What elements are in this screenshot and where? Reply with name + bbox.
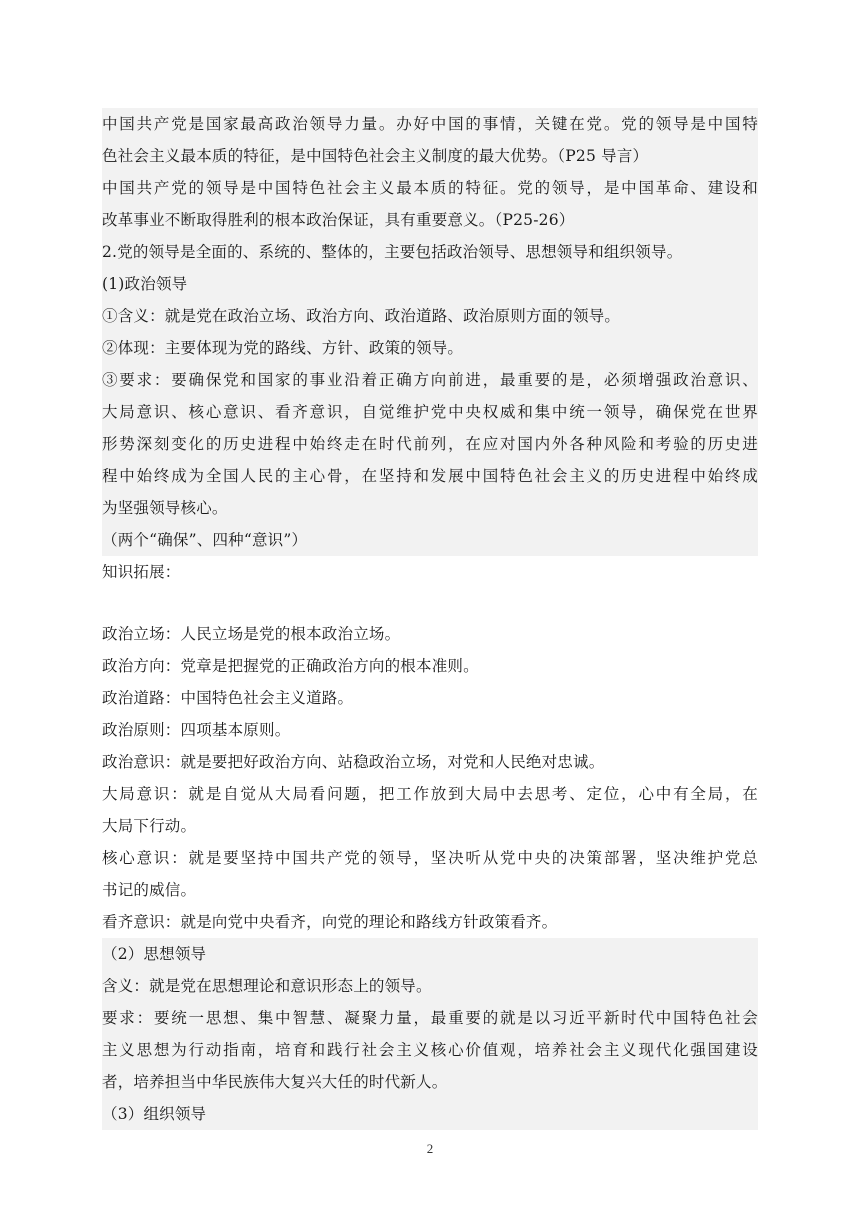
text-line: ③要求：要确保党和国家的事业沿着正确方向前进，最重要的是，必须增强政治意识、 [102,364,758,396]
section-heading: 知识拓展： [102,563,181,581]
text-line: 色社会主义最本质的特征，是中国特色社会主义制度的最大优势。（P25 导言） [102,140,758,172]
text-line: 改革事业不断取得胜利的根本政治保证，具有重要意义。（P25-26） [102,204,758,236]
text-line: （两个“确保”、四种“意识”） [102,524,758,556]
text-line: 书记的威信。 [102,881,197,899]
text-line: 政治意识：就是要把好政治方向、站稳政治立场，对党和人民绝对忠诚。 [102,753,605,771]
text-line: 中国共产党是国家最高政治领导力量。办好中国的事情，关键在党。党的领导是中国特 [102,108,758,140]
text-line: ①含义：就是党在政治立场、政治方向、政治道路、政治原则方面的领导。 [102,300,758,332]
text-line: 看齐意识：就是向党中央看齐，向党的理论和路线方针政策看齐。 [102,913,558,931]
blank-line [102,588,758,618]
text-line: ②体现：主要体现为党的路线、方针、政策的领导。 [102,332,758,364]
text-line: 要求：要统一思想、集中智慧、凝聚力量，最重要的就是以习近平新时代中国特色社会 [102,1002,758,1034]
text-line: 大局下行动。 [102,817,197,835]
text-line: 含义：就是党在思想理论和意识形态上的领导。 [102,970,758,1002]
page-number: 2 [426,1141,434,1156]
text-line: 核心意识：就是要坚持中国共产党的领导，坚决听从党中央的决策部署，坚决维护党总 [102,849,758,867]
text-line: 政治道路：中国特色社会主义道路。 [102,689,354,707]
text-line: 程中始终成为全国人民的主心骨，在坚持和发展中国特色社会主义的历史进程中始终成 [102,460,758,492]
document-body [102,108,758,1130]
text-line: 2.党的领导是全面的、系统的、整体的，主要包括政治领导、思想领导和组织领导。 [102,236,758,268]
section-heading: （2）思想领导 [102,938,758,970]
text-line: 政治原则：四项基本原则。 [102,721,291,739]
section-heading: （3）组织领导 [102,1098,758,1130]
text-line: 中国共产党的领导是中国特色社会主义最本质的特征。党的领导，是中国革命、建设和 [102,172,758,204]
text-line: 政治方向：党章是把握党的正确政治方向的根本准则。 [102,657,479,675]
text-line: 大局意识、核心意识、看齐意识，自觉维护党中央权威和集中统一领导，确保党在世界 [102,396,758,428]
section-heading: (1)政治领导 [102,268,758,300]
text-line: 者，培养担当中华民族伟大复兴大任的时代新人。 [102,1066,758,1098]
text-line: 形势深刻变化的历史进程中始终走在时代前列，在应对国内外各种风险和考验的历史进 [102,428,758,460]
text-line: 主义思想为行动指南，培育和践行社会主义核心价值观，培养社会主义现代化强国建设 [102,1034,758,1066]
text-line: 大局意识：就是自觉从大局看问题，把工作放到大局中去思考、定位，心中有全局，在 [102,785,758,803]
text-line: 政治立场：人民立场是党的根本政治立场。 [102,625,401,643]
text-line: 为坚强领导核心。 [102,492,758,524]
